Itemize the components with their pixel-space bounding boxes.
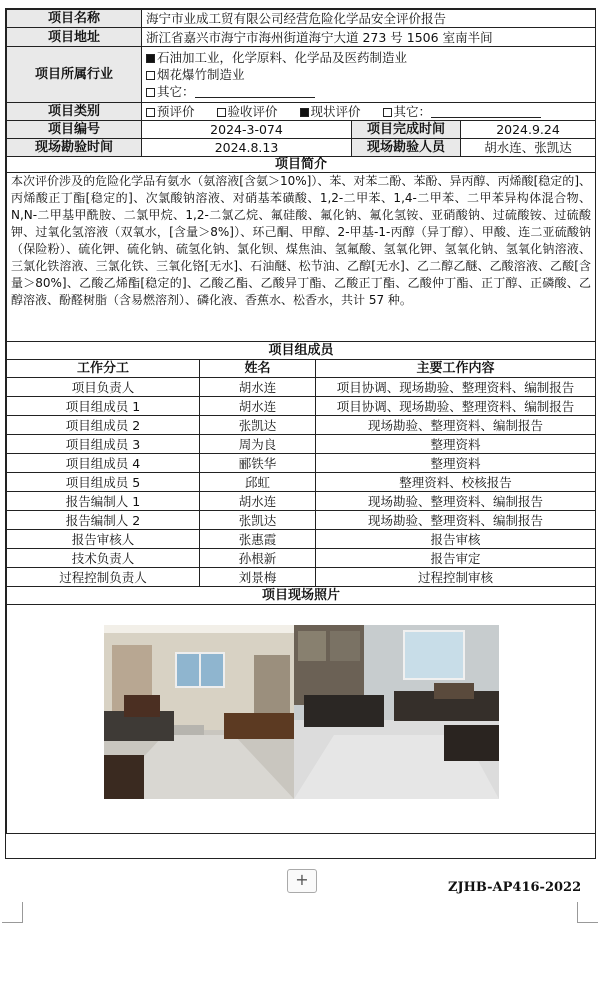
complete-time-label: 项目完成时间 xyxy=(352,121,461,139)
team-role: 项目组成员 3 xyxy=(7,435,200,454)
team-duty: 现场勘验、整理资料、编制报告 xyxy=(316,492,596,511)
project-number-label: 项目编号 xyxy=(7,121,142,139)
team-member-name: 周为良 xyxy=(200,435,316,454)
checkbox-icon xyxy=(146,108,155,117)
team-duty: 报告审定 xyxy=(316,549,596,568)
team-role: 过程控制负责人 xyxy=(7,568,200,587)
checkbox-icon xyxy=(146,88,155,97)
team-header-name: 姓名 xyxy=(200,360,316,378)
team-role: 报告审核人 xyxy=(7,530,200,549)
category-option-other[interactable]: 其它： xyxy=(383,104,542,119)
team-member-name: 邱虹 xyxy=(200,473,316,492)
team-member-name: 胡水连 xyxy=(200,378,316,397)
summary-text: 本次评价涉及的危险化学品有氨水（氨溶液[含氨＞10%]）、苯、对苯二酚、苯酚、异丙醇、丙烯酸[稳定的]、丙烯酸正丁酯[稳定的]、次氯酸钠溶液、对硝基苯磺酸、1,2-二甲苯、1,4-二甲苯、二甲苯异构体混合物、N,N-二甲基甲酰胺、二氯甲烷、1,2-二氯乙烷、氟硅酸、氟化钠、氟化氢铵、亚硝酸钠、过硫酸铵、过硫酸钾、过氧化氢溶液（双氧水，[含量＞8%]）、环己酮、甲醇、2-甲基-1-丙醇（异丁醇）、甲酸、连二亚硫酸钠（保险粉）、硫化钾、硫化钠、硫氢化钠、氯化钡、煤焦油、氢氟酸、氢氧化钾、氢氧化钠、氢氧化钠溶液、三氯化铁溶液、三氯化铁、三氧化铬[无水]、石油醚、松节油、乙醇[无水]、乙二醇乙醚、乙酸溶液、乙酸[含量＞80%]、乙酸乙烯酯[稳定的]、乙酸乙酯、乙酸异丁酯、乙酸正丁酯、乙酸仲丁酯、正丁醇、正磷酸、乙醇溶液、酚醛树脂（含易燃溶剂）、磷化液、香蕉水、松香水，共计 57 种。 xyxy=(7,173,596,342)
industry-option-other[interactable]: 其它： xyxy=(146,83,591,100)
team-member-name: 张惠霞 xyxy=(200,530,316,549)
summary-title: 项目简介 xyxy=(7,157,596,173)
office-photo-illustration xyxy=(104,625,294,799)
checkbox-icon xyxy=(217,108,226,117)
team-duty: 整理资料 xyxy=(316,454,596,473)
photos-cell xyxy=(7,605,596,834)
table-row xyxy=(7,473,596,492)
survey-time: 2024.8.13 xyxy=(142,139,352,157)
team-role: 项目组成员 2 xyxy=(7,416,200,435)
table-row xyxy=(7,435,596,454)
category-option-pre[interactable]: 预评价 xyxy=(146,104,195,119)
team-duty: 过程控制审核 xyxy=(316,568,596,587)
checkbox-checked-icon xyxy=(300,108,309,117)
page-corner-mark xyxy=(2,902,23,923)
table-row xyxy=(7,378,596,397)
team-duty: 项目协调、现场勘验、整理资料、编制报告 xyxy=(316,378,596,397)
team-member-name: 胡水连 xyxy=(200,397,316,416)
team-role: 技术负责人 xyxy=(7,549,200,568)
industry-option-petrochem[interactable]: 石油加工业，化学原料、化学品及医药制造业 xyxy=(146,49,591,66)
team-duty: 整理资料 xyxy=(316,435,596,454)
team-header-content: 主要工作内容 xyxy=(316,360,596,378)
table-row xyxy=(7,492,596,511)
team-role: 报告编制人 1 xyxy=(7,492,200,511)
team-member-name: 张凯达 xyxy=(200,416,316,435)
team-header-role: 工作分工 xyxy=(7,360,200,378)
team-duty: 现场勘验、整理资料、编制报告 xyxy=(316,416,596,435)
team-table xyxy=(6,341,596,834)
industry-options xyxy=(142,47,596,103)
category-option-status[interactable]: 现状评价 xyxy=(300,104,361,119)
survey-staff-label: 现场勘验人员 xyxy=(352,139,461,157)
category-label: 项目类别 xyxy=(7,103,142,121)
team-duty: 现场勘验、整理资料、编制报告 xyxy=(316,511,596,530)
team-member-name: 张凯达 xyxy=(200,511,316,530)
page-corner-mark xyxy=(577,902,598,923)
team-role: 报告编制人 2 xyxy=(7,511,200,530)
info-table xyxy=(6,9,596,342)
team-member-name: 胡水连 xyxy=(200,492,316,511)
checkbox-icon xyxy=(146,71,155,80)
complete-time: 2024.9.24 xyxy=(461,121,596,139)
site-photo-office-1 xyxy=(104,625,294,799)
team-member-name: 刘景梅 xyxy=(200,568,316,587)
team-member-name: 孙根新 xyxy=(200,549,316,568)
team-member-name: 郦铁华 xyxy=(200,454,316,473)
industry-option-fireworks[interactable]: 烟花爆竹制造业 xyxy=(146,66,591,83)
table-row xyxy=(7,549,596,568)
table-row xyxy=(7,530,596,549)
project-address: 浙江省嘉兴市海宁市海州街道海宁大道 273 号 1506 室南半间 xyxy=(142,28,596,47)
report-page xyxy=(5,8,596,859)
team-role: 项目负责人 xyxy=(7,378,200,397)
table-row xyxy=(7,416,596,435)
office-photo-illustration xyxy=(294,625,499,799)
table-row xyxy=(7,511,596,530)
team-duty: 整理资料、校核报告 xyxy=(316,473,596,492)
team-role: 项目组成员 1 xyxy=(7,397,200,416)
fill-in-line xyxy=(431,105,541,118)
table-row xyxy=(7,454,596,473)
category-options xyxy=(142,103,596,121)
project-address-label: 项目地址 xyxy=(7,28,142,47)
project-name-label: 项目名称 xyxy=(7,10,142,28)
table-row xyxy=(7,397,596,416)
fill-in-line xyxy=(195,85,315,98)
photos-title: 项目现场照片 xyxy=(7,587,596,605)
team-duty: 项目协调、现场勘验、整理资料、编制报告 xyxy=(316,397,596,416)
team-role: 项目组成员 5 xyxy=(7,473,200,492)
add-button[interactable]: + xyxy=(287,869,317,893)
survey-time-label: 现场勘验时间 xyxy=(7,139,142,157)
survey-staff: 胡水连、张凯达 xyxy=(461,139,596,157)
team-title: 项目组成员 xyxy=(7,342,596,360)
category-option-acceptance[interactable]: 验收评价 xyxy=(217,104,278,119)
project-name: 海宁市业成工贸有限公司经营危险化学品安全评价报告 xyxy=(142,10,596,28)
checkbox-checked-icon xyxy=(146,54,155,63)
site-photo-office-2 xyxy=(294,625,499,799)
checkbox-icon xyxy=(383,108,392,117)
team-role: 项目组成员 4 xyxy=(7,454,200,473)
project-number: 2024-3-074 xyxy=(142,121,352,139)
team-duty: 报告审核 xyxy=(316,530,596,549)
document-code: ZJHB-AP416-2022 xyxy=(448,880,582,895)
table-row xyxy=(7,568,596,587)
industry-label: 项目所属行业 xyxy=(7,47,142,103)
